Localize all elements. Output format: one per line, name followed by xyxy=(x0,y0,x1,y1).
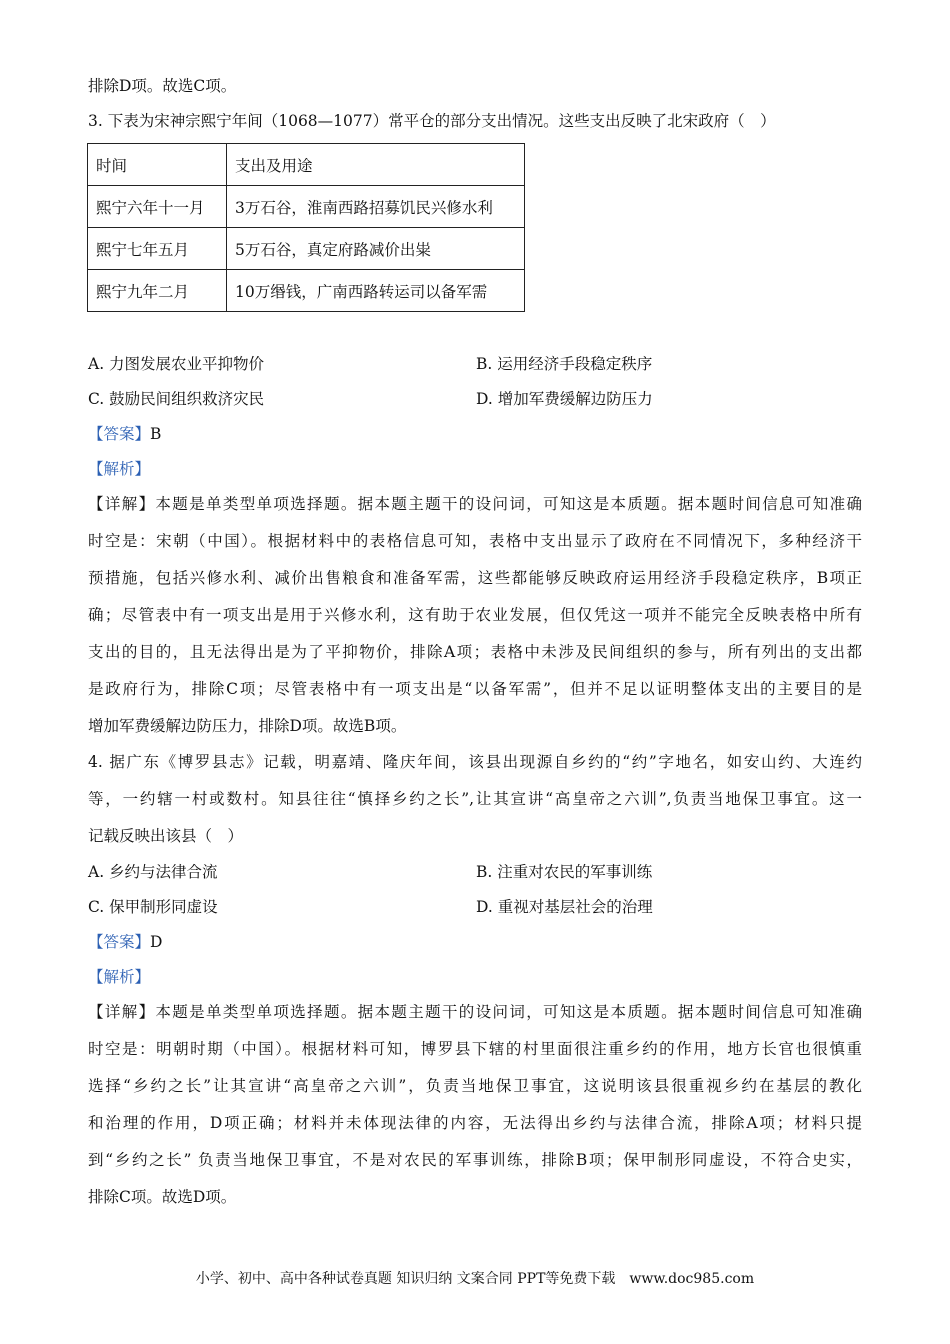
table-cell: 熙宁六年十一月 xyxy=(88,186,227,228)
q4-detail-line: 和治理的作用，D项正确；材料并未体现法律的内容，无法得出乡约与法律合流，排除A项；材料只提 xyxy=(88,1114,862,1132)
q4-option-c: C. 保甲制形同虚设 xyxy=(88,898,218,916)
q3-option-b: B. 运用经济手段稳定秩序 xyxy=(476,355,653,373)
q3-detail-line xyxy=(88,493,862,515)
q4-option-d: D. 重视对基层社会的治理 xyxy=(476,898,653,916)
q4-detail-line: 到“乡约之长” 负责当地保卫事宜，不是对农民的军事训练，排除B项；保甲制形同虚设，不符合史实， xyxy=(88,1151,862,1169)
answer-value: B xyxy=(150,425,162,443)
q3-detail-line: 增加军费缓解边防压力，排除D项。故选B项。 xyxy=(88,717,407,735)
expenditure-table xyxy=(87,143,525,312)
page-footer xyxy=(0,1269,950,1289)
q3-detail-line: 确；尽管表中有一项支出是用于兴修水利，这有助于农业发展，但仅凭这一项并不能完全反映表格中所有 xyxy=(88,606,862,624)
footer-text: 小学、初中、高中各种试卷真题 知识归纳 文案合同 PPT等免费下载 xyxy=(195,1271,616,1287)
q3-detail-line: 是政府行为，排除C项；尽管表格中有一项支出是“以备军需”，但并不足以证明整体支出的主要目的是 xyxy=(88,680,862,698)
q4-answer xyxy=(88,931,862,953)
q4-option-b: B. 注重对农民的军事训练 xyxy=(476,863,653,881)
q3-option-c: C. 鼓励民间组织救济灾民 xyxy=(88,390,265,408)
analysis-label: 【解析】 xyxy=(88,460,151,478)
q3-analysis-label xyxy=(88,458,862,480)
table-cell: 3万石谷，淮南西路招募饥民兴修水利 xyxy=(227,186,525,228)
detail-text: 本题是单类型单项选择题。据本题主题干的设问词，可知这是本质题。据本题时间信息可知准确 xyxy=(155,1003,862,1021)
question-4-stem: 4. 据广东《博罗县志》记载，明嘉靖、隆庆年间，该县出现源自乡约的“约”字地名，如安山约、大连约 xyxy=(88,753,862,771)
table-header-row xyxy=(88,144,525,186)
question-4-stem: 等，一约辖一村或数村。知县往往“慎择乡约之长”,让其宣讲“高皇帝之六训”,负责当地保卫事宜。这一 xyxy=(88,790,862,808)
q3-answer xyxy=(88,423,862,445)
table-row xyxy=(88,270,525,312)
text-line: 排除D项。故选C项。 xyxy=(88,77,237,95)
q4-analysis-label xyxy=(88,966,862,988)
table-cell: 10万缗钱，广南西路转运司以备军需 xyxy=(227,270,525,312)
detail-text: 本题是单类型单项选择题。据本题主题干的设问词，可知这是本质题。据本题时间信息可知准确 xyxy=(155,495,862,513)
question-4-stem: 记载反映出该县（ ） xyxy=(88,827,244,845)
detail-label: 【详解】 xyxy=(88,495,156,513)
q4-detail-line xyxy=(88,1001,862,1023)
footer-url[interactable]: www.doc985.com xyxy=(629,1271,755,1287)
answer-label: 【答案】 xyxy=(88,425,151,443)
q3-option-d: D. 增加军费缓解边防压力 xyxy=(476,390,653,408)
q3-option-a: A. 力图发展农业平抑物价 xyxy=(88,355,265,373)
table-row xyxy=(88,228,525,270)
table-cell: 熙宁七年五月 xyxy=(88,228,227,270)
q4-option-a: A. 乡约与法律合流 xyxy=(88,863,218,881)
q3-detail-line: 时空是：宋朝（中国）。根据材料中的表格信息可知，表格中支出显示了政府在不同情况下，多种经济干 xyxy=(88,532,862,550)
answer-value: D xyxy=(150,933,163,951)
table-header-cell: 时间 xyxy=(88,144,227,186)
analysis-label: 【解析】 xyxy=(88,968,151,986)
detail-label: 【详解】 xyxy=(88,1003,156,1021)
table-header-cell: 支出及用途 xyxy=(227,144,525,186)
q4-detail-line: 排除C项。故选D项。 xyxy=(88,1188,237,1206)
table-row xyxy=(88,186,525,228)
table-cell: 5万石谷，真定府路减价出粜 xyxy=(227,228,525,270)
q4-detail-line: 选择“乡约之长”让其宣讲“高皇帝之六训”，负责当地保卫事宜，这说明该县很重视乡约在基层的教化 xyxy=(88,1077,862,1095)
answer-label: 【答案】 xyxy=(88,933,151,951)
q4-detail-line: 时空是：明朝时期（中国）。根据材料可知，博罗县下辖的村里面很注重乡约的作用，地方长官也很慎重 xyxy=(88,1040,862,1058)
table-cell: 熙宁九年二月 xyxy=(88,270,227,312)
question-3-stem: 3. 下表为宋神宗熙宁年间（1068—1077）常平仓的部分支出情况。这些支出反映了北宋政府（ ） xyxy=(88,112,776,130)
q3-detail-line: 预措施，包括兴修水利、减价出售粮食和准备军需，这些都能够反映政府运用经济手段稳定秩序，B项正 xyxy=(88,569,862,587)
q3-detail-line: 支出的目的，且无法得出是为了平抑物价，排除A项；表格中未涉及民间组织的参与，所有列出的支出都 xyxy=(88,643,862,661)
